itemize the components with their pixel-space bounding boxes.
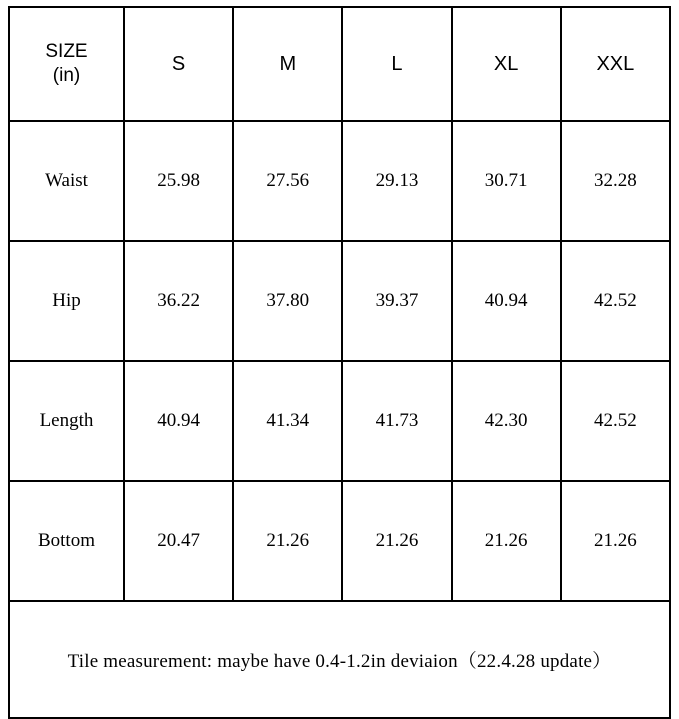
- cell-length-m: 41.34: [233, 361, 342, 481]
- cell-length-xxl: 42.52: [561, 361, 670, 481]
- header-size-xl-label: XL: [493, 52, 519, 75]
- cell-length-l: 41.73: [342, 361, 451, 481]
- table-row: [9, 481, 670, 601]
- cell-waist-xxl: 32.28: [561, 121, 670, 241]
- cell-hip-l: 39.37: [342, 241, 451, 361]
- cell-waist-s: 25.98: [124, 121, 233, 241]
- table-header: [9, 7, 670, 121]
- cell-bottom-m: 21.26: [233, 481, 342, 601]
- measurement-note: Tile measurement: maybe have 0.4-1.2in deviaion（22.4.28 update）: [9, 601, 670, 718]
- table-body: [9, 121, 670, 718]
- header-row: [9, 7, 670, 121]
- header-size-s: [124, 7, 233, 121]
- table-row: [9, 241, 670, 361]
- header-corner-cell: [9, 7, 124, 121]
- cell-bottom-l: 21.26: [342, 481, 451, 601]
- row-label-waist: Waist: [9, 121, 124, 241]
- cell-hip-m: 37.80: [233, 241, 342, 361]
- note-row: [9, 601, 670, 718]
- cell-length-xl: 42.30: [452, 361, 561, 481]
- cell-waist-l: 29.13: [342, 121, 451, 241]
- header-corner-line1: SIZE: [45, 41, 88, 63]
- size-chart-table: [8, 6, 671, 719]
- cell-bottom-s: 20.47: [124, 481, 233, 601]
- cell-hip-xxl: 42.52: [561, 241, 670, 361]
- cell-waist-xl: 30.71: [452, 121, 561, 241]
- header-size-xl: [452, 7, 561, 121]
- table-row: [9, 361, 670, 481]
- header-size-xxl: [561, 7, 670, 121]
- header-size-l-label: L: [391, 52, 403, 75]
- header-size-xxl-label: XXL: [596, 52, 635, 75]
- cell-hip-s: 36.22: [124, 241, 233, 361]
- header-size-m: [233, 7, 342, 121]
- header-corner-line2: (in): [52, 65, 81, 86]
- header-size-m-label: M: [279, 52, 297, 75]
- cell-bottom-xl: 21.26: [452, 481, 561, 601]
- cell-waist-m: 27.56: [233, 121, 342, 241]
- cell-hip-xl: 40.94: [452, 241, 561, 361]
- row-label-length: Length: [9, 361, 124, 481]
- row-label-bottom: Bottom: [9, 481, 124, 601]
- cell-bottom-xxl: 21.26: [561, 481, 670, 601]
- row-label-hip: Hip: [9, 241, 124, 361]
- table-row: [9, 121, 670, 241]
- header-size-l: [342, 7, 451, 121]
- cell-length-s: 40.94: [124, 361, 233, 481]
- header-size-s-label: S: [171, 52, 186, 75]
